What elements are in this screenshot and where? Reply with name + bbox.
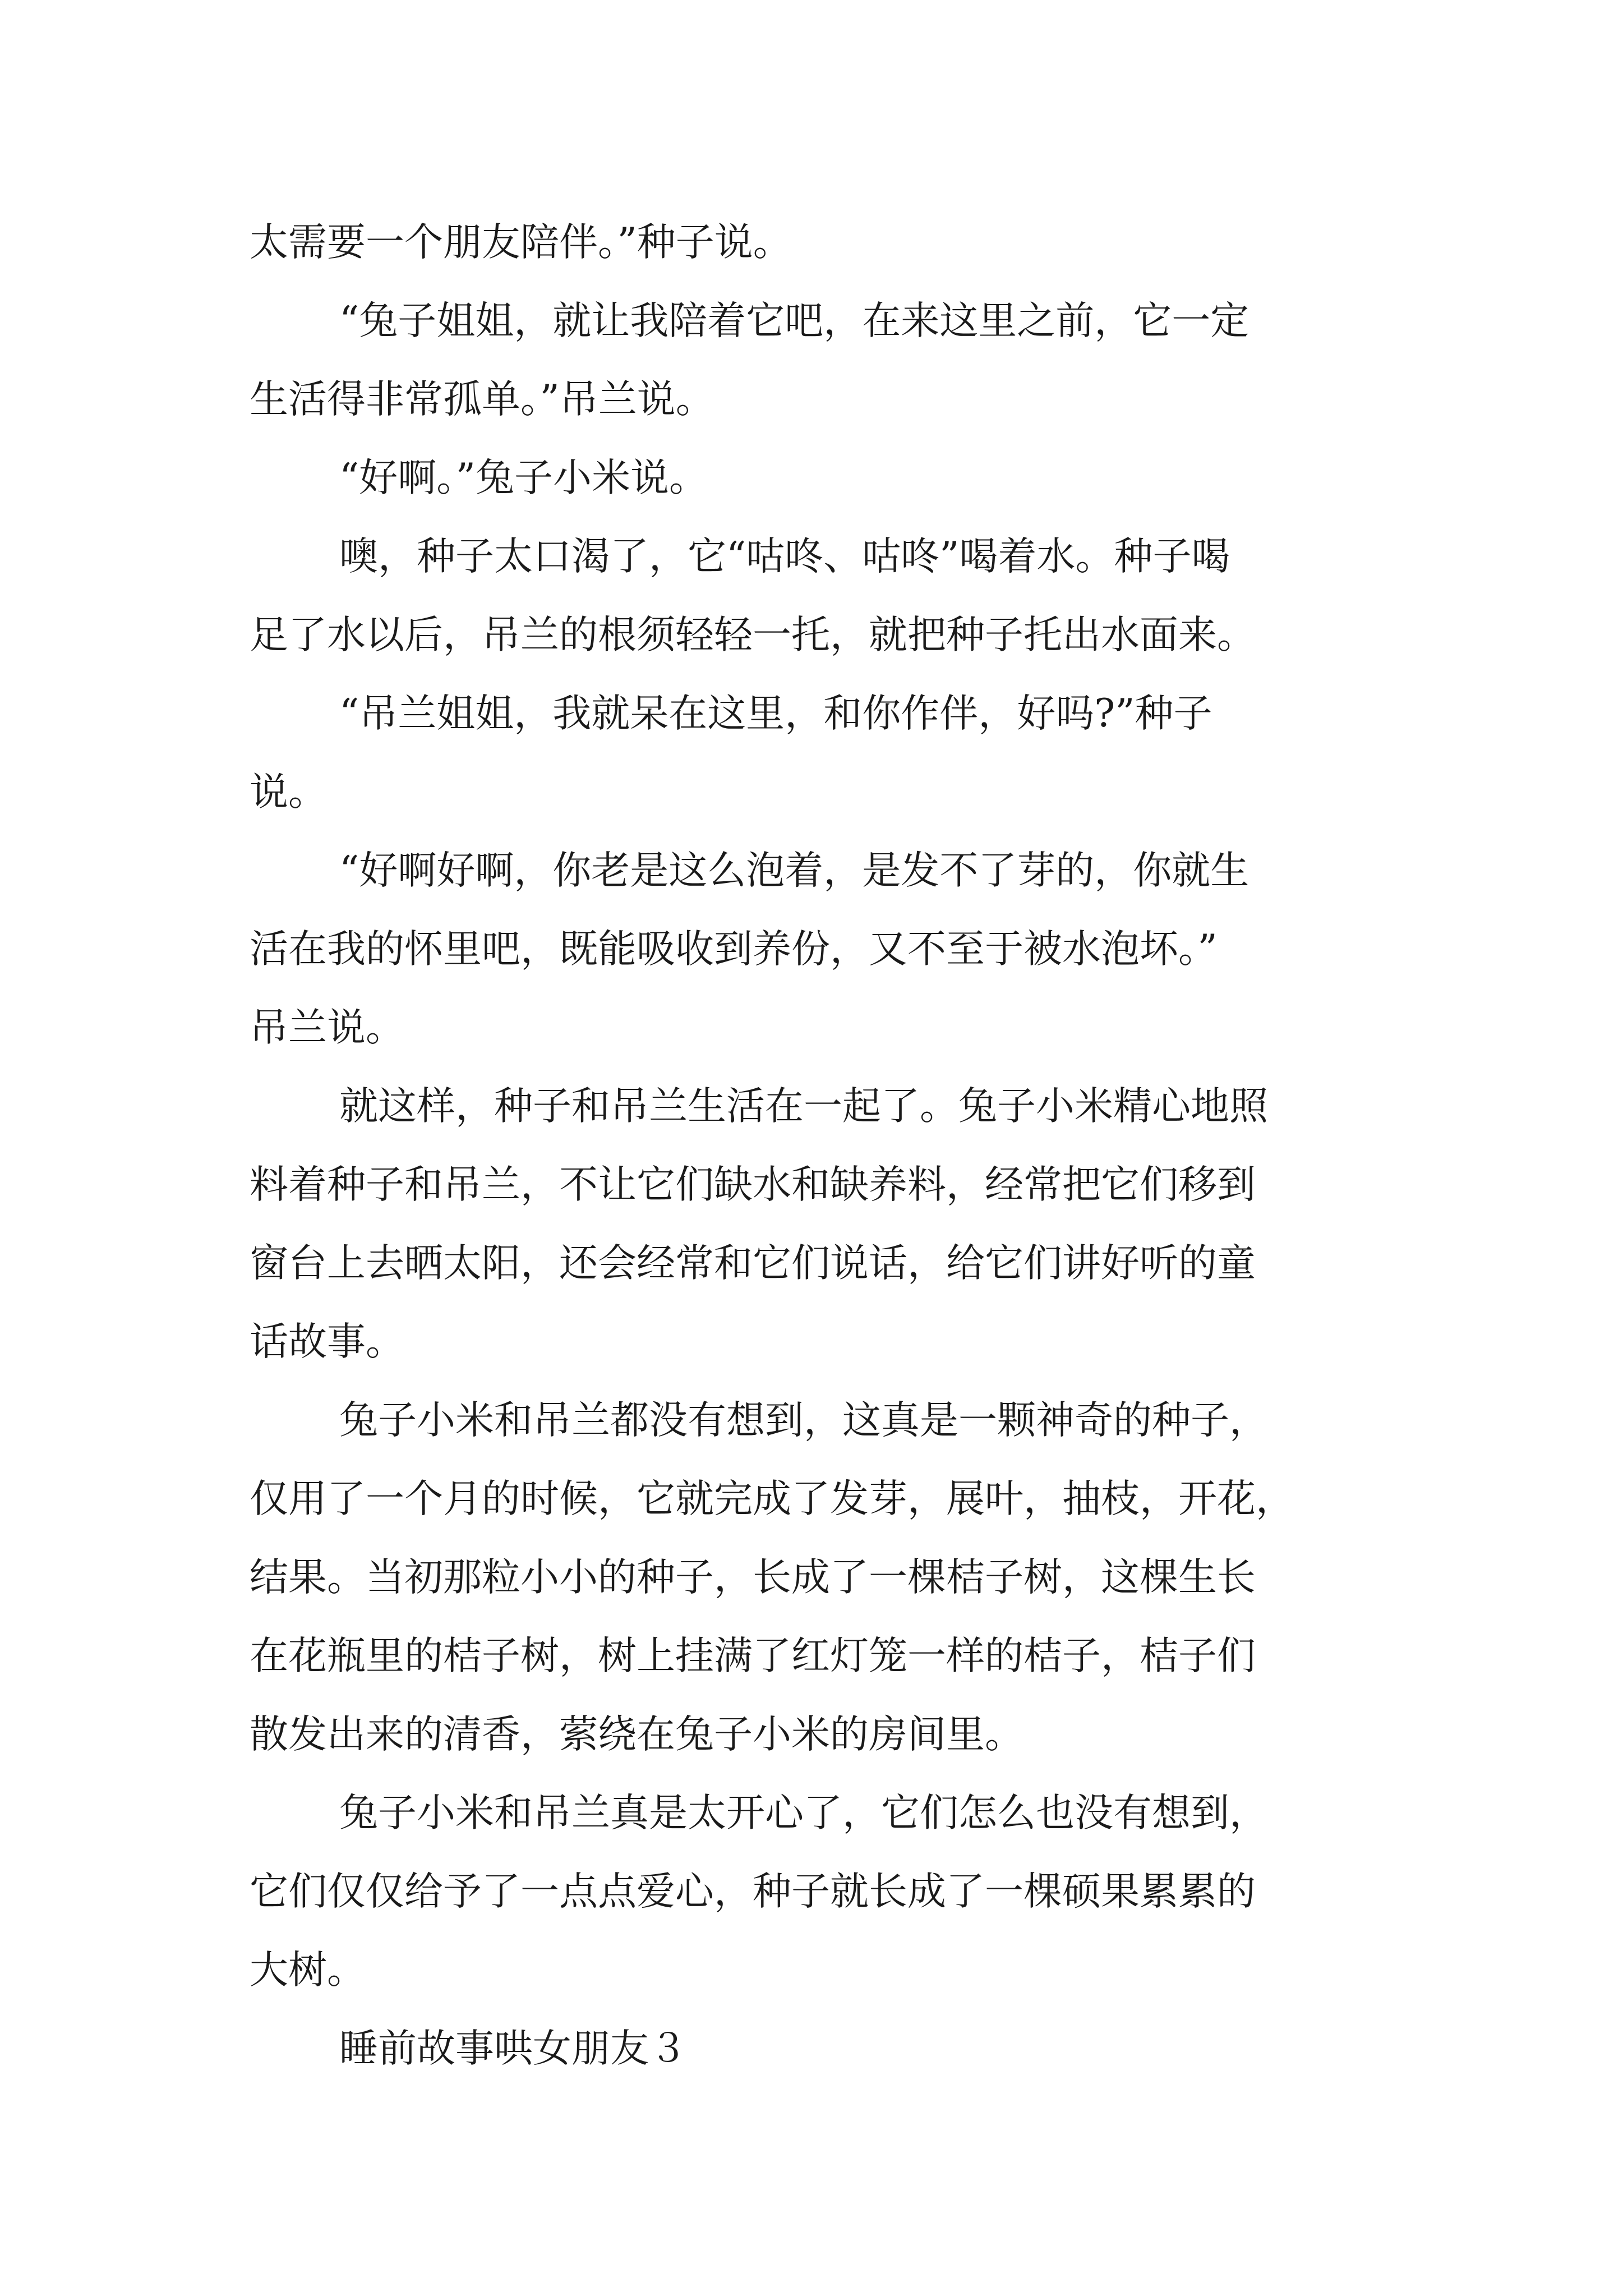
text-line: 仅用了一个月的时候，它就完成了发芽，展叶，抽枝，开花， bbox=[250, 1476, 1294, 1521]
text-line: 就这样，种子和吊兰生活在一起了。兔子小米精心地照 bbox=[339, 1084, 1268, 1129]
text-line: 窗台上去晒太阳，还会经常和它们说话，给它们讲好听的童 bbox=[250, 1241, 1256, 1286]
text-line: “好啊。”兔子小米说。 bbox=[339, 455, 708, 500]
text-line: 活在我的怀里吧，既能吸收到养份，又不至于被水泡坏。” bbox=[250, 927, 1218, 972]
text-line: “好啊好啊，你老是这么泡着，是发不了芽的，你就生 bbox=[339, 848, 1249, 893]
text-line: 噢，种子太口渴了，它“咕咚、咕咚”喝着水。种子喝 bbox=[339, 534, 1230, 579]
text-line: 散发出来的清香，萦绕在兔子小米的房间里。 bbox=[250, 1712, 1023, 1757]
text-line: “兔子姐姐，就让我陪着它吧，在来这里之前，它一定 bbox=[339, 298, 1249, 343]
text-line: 它们仅仅给予了一点点爱心，种子就长成了一棵硕果累累的 bbox=[250, 1869, 1256, 1914]
text-line: 足了水以后，吊兰的根须轻轻一托，就把种子托出水面来。 bbox=[250, 613, 1256, 657]
text-line: 太需要一个朋友陪伴。”种子说。 bbox=[250, 220, 792, 265]
text-line: 吊兰说。 bbox=[250, 1005, 404, 1050]
text-line: 在花瓶里的桔子树，树上挂满了红灯笼一样的桔子，桔子们 bbox=[250, 1634, 1256, 1678]
text-line: 大树。 bbox=[250, 1948, 366, 1993]
text-line: 兔子小米和吊兰真是太开心了，它们怎么也没有想到， bbox=[339, 1791, 1268, 1835]
text-line: 生活得非常孤单。”吊兰说。 bbox=[250, 377, 714, 422]
section-heading: 睡前故事哄女朋友３ bbox=[339, 2026, 688, 2071]
text-line: 话故事。 bbox=[250, 1319, 404, 1364]
text-line: 料着种子和吊兰，不让它们缺水和缺养料，经常把它们移到 bbox=[250, 1162, 1256, 1207]
text-line: 兔子小米和吊兰都没有想到，这真是一颗神奇的种子， bbox=[339, 1398, 1268, 1443]
text-line: 说。 bbox=[250, 770, 327, 815]
text-line: 结果。当初那粒小小的种子，长成了一棵桔子树，这棵生长 bbox=[250, 1555, 1256, 1600]
text-line: “吊兰姐姐，我就呆在这里，和你作伴，好吗?”种子 bbox=[339, 691, 1212, 736]
